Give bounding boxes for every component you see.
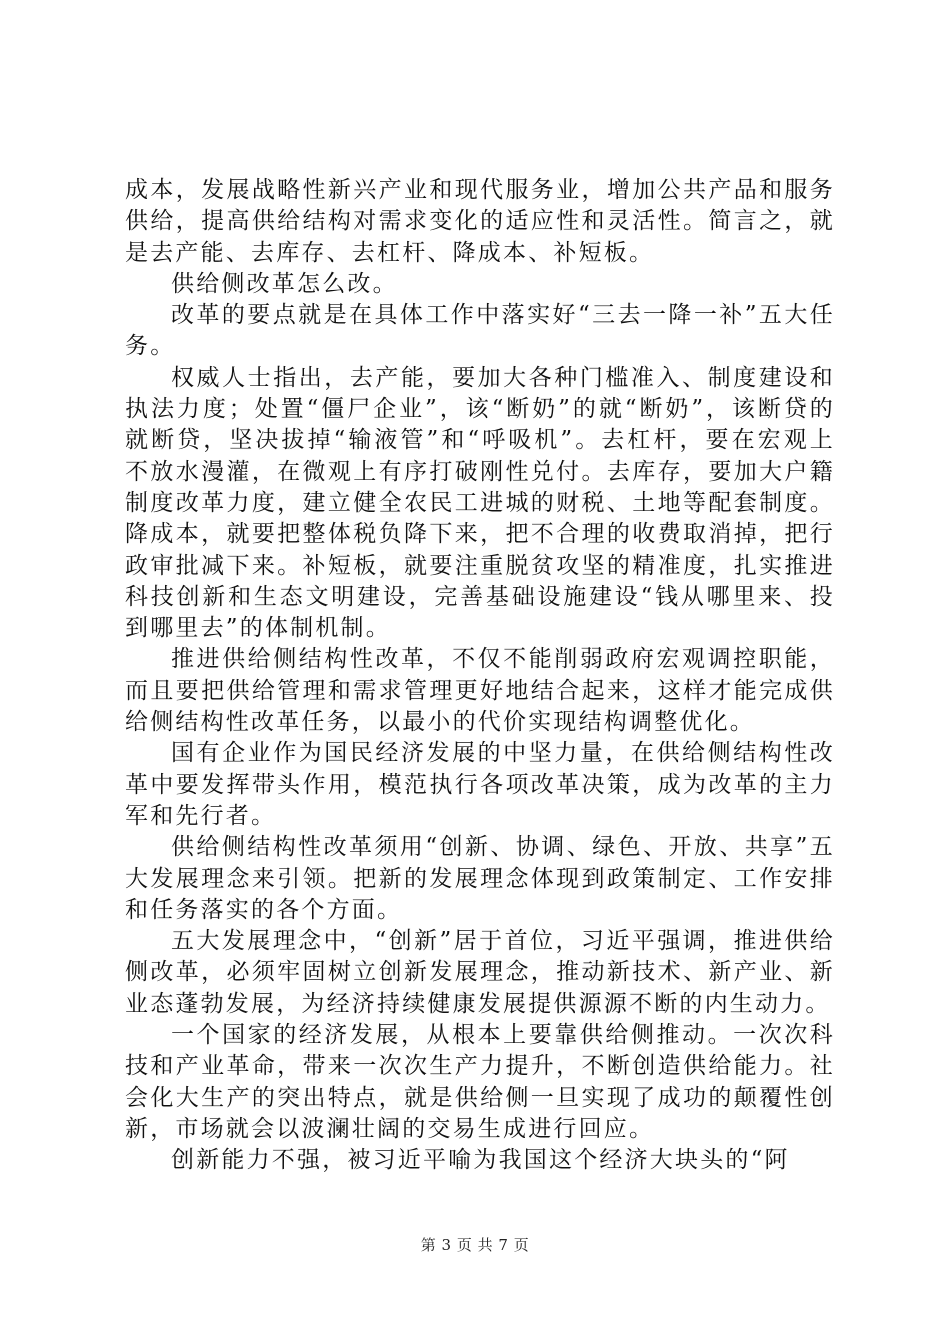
- paragraph: 供给侧改革怎么改。: [171, 270, 398, 297]
- paragraph: 一个国家的经济发展，从根本上要靠供给侧推动。一次次科技和产业革命，带来一次次生产力提升，不断创造供给能力。社会化大生产的突出特点，就是供给侧一旦实现了成功的颠覆性创新，市场就会以波澜壮阔的交易生成进行回应。: [125, 1022, 835, 1142]
- paragraph: 成本，发展战略性新兴产业和现代服务业，增加公共产品和服务供给，提高供给结构对需求变化的适应性和灵活性。简言之，就是去产能、去库存、去杠杆、降成本、补短板。: [125, 177, 835, 266]
- page-footer: [0, 1234, 950, 1255]
- paragraph: 改革的要点就是在具体工作中落实好“三去一降一补”五大任务。: [125, 302, 835, 360]
- paragraph: 推进供给侧结构性改革，不仅不能削弱政府宏观调控职能，而且要把供给管理和需求管理更好地结合起来，这样才能完成供给侧结构性改革任务，以最小的代价实现结构调整优化。: [125, 646, 835, 736]
- paragraph: 创新能力不强，被习近平喻为我国这个经济大块头的“阿: [171, 1147, 790, 1174]
- document-body: [125, 175, 835, 1177]
- page-number-label: 第 3 页 共 7 页: [420, 1236, 530, 1254]
- paragraph: 国有企业作为国民经济发展的中坚力量，在供给侧结构性改革中要发挥带头作用，模范执行各项改革决策，成为改革的主力军和先行者。: [125, 740, 835, 829]
- paragraph: 权威人士指出，去产能，要加大各种门槛准入、制度建设和执法力度；处置“僵尸企业”，该“断奶”的就“断奶”，该断贷的就断贷，坚决拔掉“输液管”和“呼吸机”。去杠杆，要在宏观上不放水漫灌，在微观上有序打破刚性兑付。去库存，要加大户籍制度改革力度，建立健全农民工进城的财税、土地等配套制度。降成本，就要把整体税负降下来，把不合理的收费取消掉，把行政审批减下来。补短板，就要注重脱贫攻坚的精准度，扎实推进科技创新和生态文明建设，完善基础设施建设“钱从哪里来、投到哪里去”的体制机制。: [125, 364, 835, 642]
- paragraph: 供给侧结构性改革须用“创新、协调、绿色、开放、共享”五大发展理念来引领。把新的发展理念体现到政策制定、工作安排和任务落实的各个方面。: [125, 834, 835, 923]
- paragraph: 五大发展理念中，“创新”居于首位，习近平强调，推进供给侧改革，必须牢固树立创新发展理念，推动新技术、新产业、新业态蓬勃发展，为经济持续健康发展提供源源不断的内生动力。: [125, 928, 835, 1017]
